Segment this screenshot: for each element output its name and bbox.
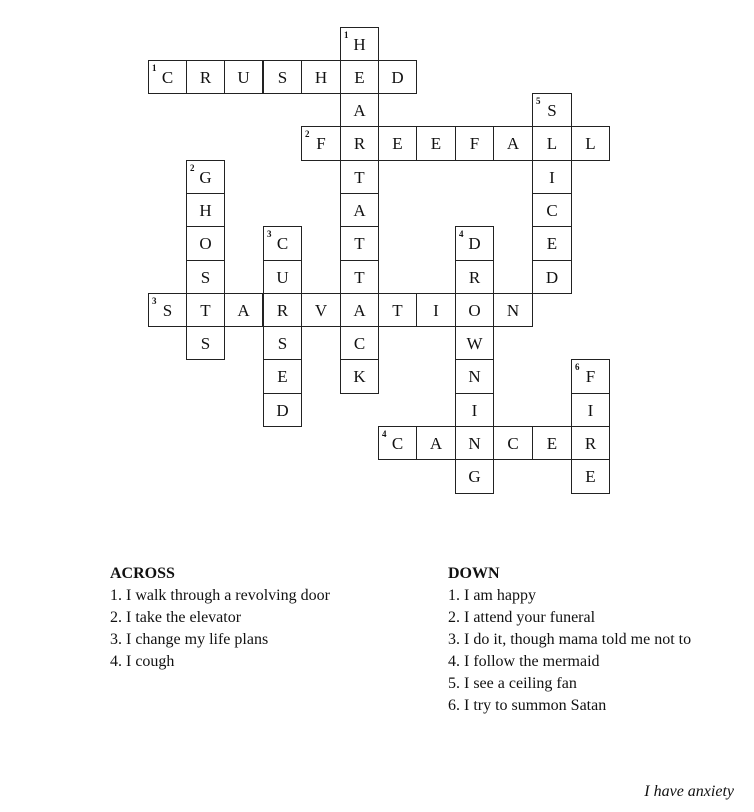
cell-r8c8[interactable] xyxy=(455,293,494,327)
cell-r8c2[interactable] xyxy=(224,293,263,327)
cell-letter: K xyxy=(353,367,366,386)
cell-letter: R xyxy=(353,134,366,153)
cell-letter: C xyxy=(391,433,404,453)
cell-r8c7[interactable] xyxy=(416,293,456,327)
down-clue: 4. I follow the mermaid xyxy=(448,653,600,670)
cell-letter: E xyxy=(430,134,442,153)
clue-number: 1 xyxy=(152,63,157,73)
across-heading: ACROSS xyxy=(110,565,175,582)
down-clues xyxy=(448,563,748,717)
cell-letter: O xyxy=(199,234,212,253)
cell-letter: A xyxy=(237,300,250,320)
footer-caption: I have anxiety xyxy=(644,783,734,800)
clue-number: 5 xyxy=(536,96,541,106)
cell-r7c10[interactable] xyxy=(532,260,572,294)
cell-r1c4[interactable] xyxy=(301,60,341,94)
across-clue: 2. I take the elevator xyxy=(110,609,242,626)
cell-r12c8[interactable] xyxy=(455,426,494,460)
cell-r5c1[interactable] xyxy=(186,193,225,227)
cell-r3c8[interactable] xyxy=(455,126,494,161)
cell-letter: S xyxy=(277,333,288,353)
cell-r10c3[interactable] xyxy=(263,359,302,394)
cell-r9c8[interactable] xyxy=(455,326,494,360)
cell-letter: G xyxy=(468,467,481,486)
cell-letter: O xyxy=(468,300,481,320)
cell-r8c1[interactable] xyxy=(186,293,225,327)
cell-letter: E xyxy=(546,433,558,453)
clue-number: 2 xyxy=(190,163,195,173)
across-clues xyxy=(110,563,440,673)
cell-letter: A xyxy=(353,300,366,320)
cell-letter: T xyxy=(200,300,211,320)
cell-r6c3[interactable] xyxy=(263,226,302,261)
clue-number: 6 xyxy=(575,362,580,372)
cell-r6c1[interactable] xyxy=(186,226,225,261)
cell-letter: E xyxy=(277,367,288,386)
cell-letter: T xyxy=(392,300,403,320)
cell-r1c0[interactable] xyxy=(148,60,187,94)
cell-r4c10[interactable] xyxy=(532,160,572,194)
cell-r1c1[interactable] xyxy=(186,60,225,94)
cell-letter: F xyxy=(585,367,596,386)
cell-letter: L xyxy=(546,134,558,153)
cell-letter: U xyxy=(276,267,289,287)
cell-letter: F xyxy=(469,134,480,153)
cell-r1c5[interactable] xyxy=(340,60,379,94)
cell-r10c5[interactable] xyxy=(340,359,379,394)
down-clue: 3. I do it, though mama told me not to xyxy=(448,631,692,648)
clue-number: 3 xyxy=(152,296,157,306)
cell-letter: R xyxy=(276,300,289,320)
cell-r8c0[interactable] xyxy=(148,293,187,327)
cell-letter: S xyxy=(547,100,557,120)
cell-letter: E xyxy=(546,234,558,253)
clue-number: 4 xyxy=(459,229,464,239)
cell-letter: C xyxy=(546,200,558,220)
cell-letter: R xyxy=(468,267,481,287)
cell-r1c6[interactable] xyxy=(378,60,417,94)
clue-number: 2 xyxy=(305,129,310,139)
cell-letter: I xyxy=(471,400,478,420)
cell-letter: G xyxy=(199,167,212,187)
cell-letter: N xyxy=(506,300,520,320)
down-clue: 1. I am happy xyxy=(448,587,536,604)
cell-r9c3[interactable] xyxy=(263,326,302,360)
down-heading: DOWN xyxy=(448,565,500,582)
cell-letter: A xyxy=(429,433,443,453)
cell-r7c8[interactable] xyxy=(455,260,494,294)
cell-r8c4[interactable] xyxy=(301,293,341,327)
cell-r12c10[interactable] xyxy=(532,426,572,460)
cell-r3c9[interactable] xyxy=(493,126,533,161)
cell-r6c5[interactable] xyxy=(340,226,379,261)
cell-letter: H xyxy=(314,67,328,87)
cell-letter: E xyxy=(585,467,596,486)
cell-letter: S xyxy=(162,300,173,320)
cell-r11c11[interactable] xyxy=(571,393,610,427)
cell-letter: D xyxy=(276,400,289,420)
cell-r8c3[interactable] xyxy=(263,293,302,327)
cell-r3c7[interactable] xyxy=(416,126,456,161)
cell-letter: S xyxy=(277,67,288,87)
cell-letter: R xyxy=(199,67,212,87)
cell-letter: N xyxy=(468,367,481,386)
cell-r11c3[interactable] xyxy=(263,393,302,427)
cell-r6c8[interactable] xyxy=(455,226,494,261)
cell-r5c10[interactable] xyxy=(532,193,572,227)
cell-letter: C xyxy=(353,333,366,353)
cell-letter: T xyxy=(354,234,365,253)
cell-r1c2[interactable] xyxy=(224,60,263,94)
cell-letter: I xyxy=(587,400,594,420)
cell-r8c9[interactable] xyxy=(493,293,533,327)
cell-r13c8[interactable] xyxy=(455,459,494,494)
cell-r4c5[interactable] xyxy=(340,160,379,194)
cell-r7c1[interactable] xyxy=(186,260,225,294)
cell-letter: U xyxy=(237,67,250,87)
cell-letter: I xyxy=(433,300,439,320)
cell-letter: A xyxy=(353,100,366,120)
cell-letter: S xyxy=(200,267,211,287)
cell-r3c10[interactable] xyxy=(532,126,572,161)
cell-r7c3[interactable] xyxy=(263,260,302,294)
cell-r6c10[interactable] xyxy=(532,226,572,261)
cell-letter: T xyxy=(354,167,365,187)
cell-letter: R xyxy=(584,433,597,453)
clue-number: 3 xyxy=(267,229,272,239)
cell-letter: W xyxy=(466,333,483,353)
cell-letter: F xyxy=(316,134,326,153)
cell-letter: D xyxy=(391,67,404,87)
cell-r12c9[interactable] xyxy=(493,426,533,460)
cell-letter: D xyxy=(545,267,559,287)
cell-r12c11[interactable] xyxy=(571,426,610,460)
down-clue: 2. I attend your funeral xyxy=(448,609,596,626)
cell-r12c6[interactable] xyxy=(378,426,417,460)
cell-letter: H xyxy=(199,200,212,220)
cell-letter: E xyxy=(354,67,365,87)
cell-r2c10[interactable] xyxy=(532,93,572,127)
cell-r3c11[interactable] xyxy=(571,126,610,161)
across-clue: 1. I walk through a revolving door xyxy=(110,587,330,604)
cell-letter: N xyxy=(468,433,481,453)
cell-letter: A xyxy=(353,200,366,220)
cell-letter: H xyxy=(353,34,366,54)
cell-r4c1[interactable] xyxy=(186,160,225,194)
cell-r10c8[interactable] xyxy=(455,359,494,394)
clue-number: 4 xyxy=(382,429,387,439)
cell-letter: V xyxy=(314,300,328,320)
cell-letter: T xyxy=(354,267,365,287)
cell-r10c11[interactable] xyxy=(571,359,610,394)
cell-r2c5[interactable] xyxy=(340,93,379,127)
cell-r12c7[interactable] xyxy=(416,426,456,460)
cell-letter: D xyxy=(468,234,481,253)
cell-letter: L xyxy=(585,134,596,153)
cell-r13c11[interactable] xyxy=(571,459,610,494)
down-clue: 6. I try to summon Satan xyxy=(448,697,607,714)
cell-r11c8[interactable] xyxy=(455,393,494,427)
cell-r9c5[interactable] xyxy=(340,326,379,360)
cell-letter: C xyxy=(161,67,174,87)
cell-r0c5[interactable] xyxy=(340,27,379,61)
cell-r3c6[interactable] xyxy=(378,126,417,161)
cell-letter: S xyxy=(200,333,211,353)
clue-number: 1 xyxy=(344,30,349,40)
cell-r3c5[interactable] xyxy=(340,126,379,161)
cell-r9c1[interactable] xyxy=(186,326,225,360)
cell-r7c5[interactable] xyxy=(340,260,379,294)
cell-r5c5[interactable] xyxy=(340,193,379,227)
cell-letter: E xyxy=(392,134,403,153)
cell-letter: C xyxy=(276,234,289,253)
cell-letter: C xyxy=(507,433,519,453)
cell-r8c6[interactable] xyxy=(378,293,417,327)
across-clue: 3. I change my life plans xyxy=(110,631,269,648)
cell-r1c3[interactable] xyxy=(263,60,302,94)
cell-r8c5[interactable] xyxy=(340,293,379,327)
cell-letter: A xyxy=(506,134,520,153)
cell-letter: I xyxy=(549,167,555,187)
down-clue: 5. I see a ceiling fan xyxy=(448,675,577,692)
across-clue: 4. I cough xyxy=(110,653,175,670)
cell-r3c4[interactable] xyxy=(301,126,341,161)
